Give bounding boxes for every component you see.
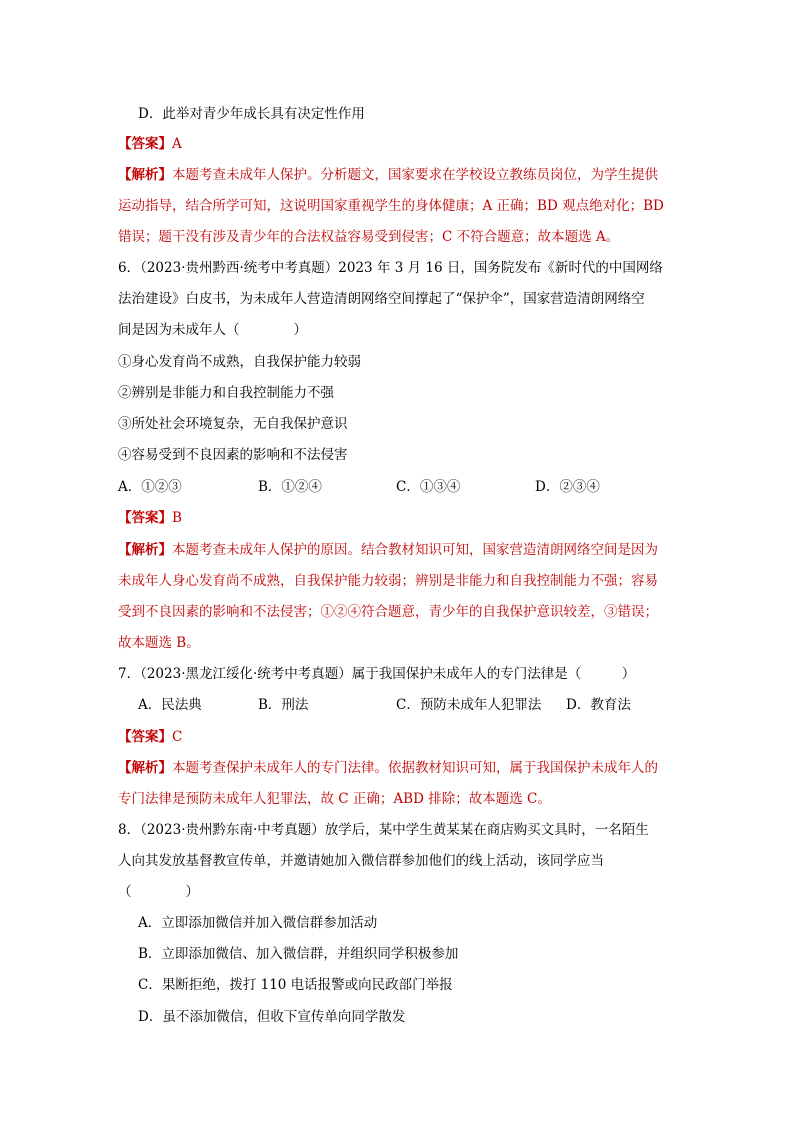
q7-option-a: A．民法典 [138, 697, 202, 713]
q7-analysis-line-2: 专门法律是预防未成年人犯罪法，故 C 正确；ABD 排除；故本题选 C。 [118, 791, 551, 807]
q5-analysis-line-3: 错误；题干没有涉及青少年的合法权益容易受到侵害；C 不符合题意；故本题选 A。 [118, 229, 620, 245]
q5-option-d: D．此举对青少年成长具有决定性作用 [138, 106, 365, 122]
q6-item-4: ④容易受到不良因素的影响和不法侵害 [118, 447, 348, 463]
q8-stem-line-2: 人向其发放基督教宣传单，并邀请她加入微信群参加他们的线上活动，该同学应当 [118, 853, 604, 869]
q6-item-3: ③所处社会环境复杂，无自我保护意识 [118, 416, 348, 432]
q6-analysis-line-3: 受到不良因素的影响和不法侵害；①②④符合题意，青少年的自我保护意识较差，③错误； [118, 604, 658, 620]
q6-answer [118, 508, 182, 528]
q8-stem-line-1: 8．（2023·贵州黔东南·中考真题）放学后，某中学生黄某某在商店购买文具时，一名陌生 [118, 822, 649, 838]
q6-stem-line-2: 法治建设》白皮书，为未成年人营造清朗网络空间撑起了“保护伞”，国家营造清朗网络空 [118, 291, 645, 307]
q6-item-1: ①身心发育尚不成熟，自我保护能力较弱 [118, 354, 361, 370]
q8-option-c: C．果断拒绝，拨打 110 电话报警或向民政部门举报 [138, 977, 453, 993]
analysis-text: 本题考查未成年人保护的原因。结合教材知识可知，国家营造清朗网络空间是因为 [172, 542, 658, 558]
q7-option-b: B．刑法 [258, 697, 309, 713]
q7-stem: 7．（2023·黑龙江绥化·统考中考真题）属于我国保护未成年人的专门法律是（ ） [118, 666, 636, 682]
answer-value: B [172, 510, 182, 526]
analysis-tag: 【解析】 [118, 167, 172, 183]
q7-analysis-line-1 [118, 758, 658, 778]
q6-analysis-line-1 [118, 540, 658, 560]
analysis-text: 本题考查保护未成年人的专门法律。依据教材知识可知，属于我国保护未成年人的 [172, 760, 658, 776]
analysis-tag: 【解析】 [118, 542, 172, 558]
answer-value: C [172, 729, 183, 745]
q6-option-a: A．①②③ [118, 479, 182, 495]
answer-value: A [172, 136, 182, 152]
answer-tag: 【答案】 [118, 729, 172, 745]
q6-stem-line-3: 间是因为未成年人（ ） [118, 322, 307, 338]
q7-option-c: C．预防未成年人犯罪法 [396, 697, 542, 713]
q8-option-a: A．立即添加微信并加入微信群参加活动 [138, 915, 378, 931]
answer-tag: 【答案】 [118, 136, 172, 152]
q5-analysis-line-1 [118, 165, 658, 185]
q6-stem-line-1: 6．（2023·贵州黔西·统考中考真题）2023 年 3 月 16 日，国务院发布《新时代的中国网络 [118, 260, 663, 276]
q8-stem-line-3: （ ） [118, 884, 199, 900]
q6-item-2: ②辨别是非能力和自我控制能力不强 [118, 385, 334, 401]
q7-answer [118, 727, 182, 747]
q6-option-c: C．①③④ [396, 479, 461, 495]
analysis-tag: 【解析】 [118, 760, 172, 776]
q6-option-d: D．②③④ [535, 479, 600, 495]
q8-option-d: D．虽不添加微信，但收下宣传单向同学散发 [138, 1009, 406, 1025]
q6-analysis-line-4: 故本题选 B。 [118, 635, 200, 651]
q6-analysis-line-2: 未成年人身心发育尚不成熟，自我保护能力较弱；辨别是非能力和自我控制能力不强；容易 [118, 573, 658, 589]
answer-tag: 【答案】 [118, 510, 172, 526]
q5-analysis-line-2: 运动指导，结合所学可知，这说明国家重视学生的身体健康；A 正确；BD 观点绝对化；BD [118, 198, 664, 214]
analysis-text: 本题考查未成年人保护。分析题文，国家要求在学校设立教练员岗位，为学生提供 [172, 167, 658, 183]
q5-answer [118, 134, 182, 154]
q7-option-d: D．教育法 [566, 697, 631, 713]
q6-option-b: B．①②④ [258, 479, 322, 495]
q8-option-b: B．立即添加微信、加入微信群，并组织同学积极参加 [138, 946, 459, 962]
